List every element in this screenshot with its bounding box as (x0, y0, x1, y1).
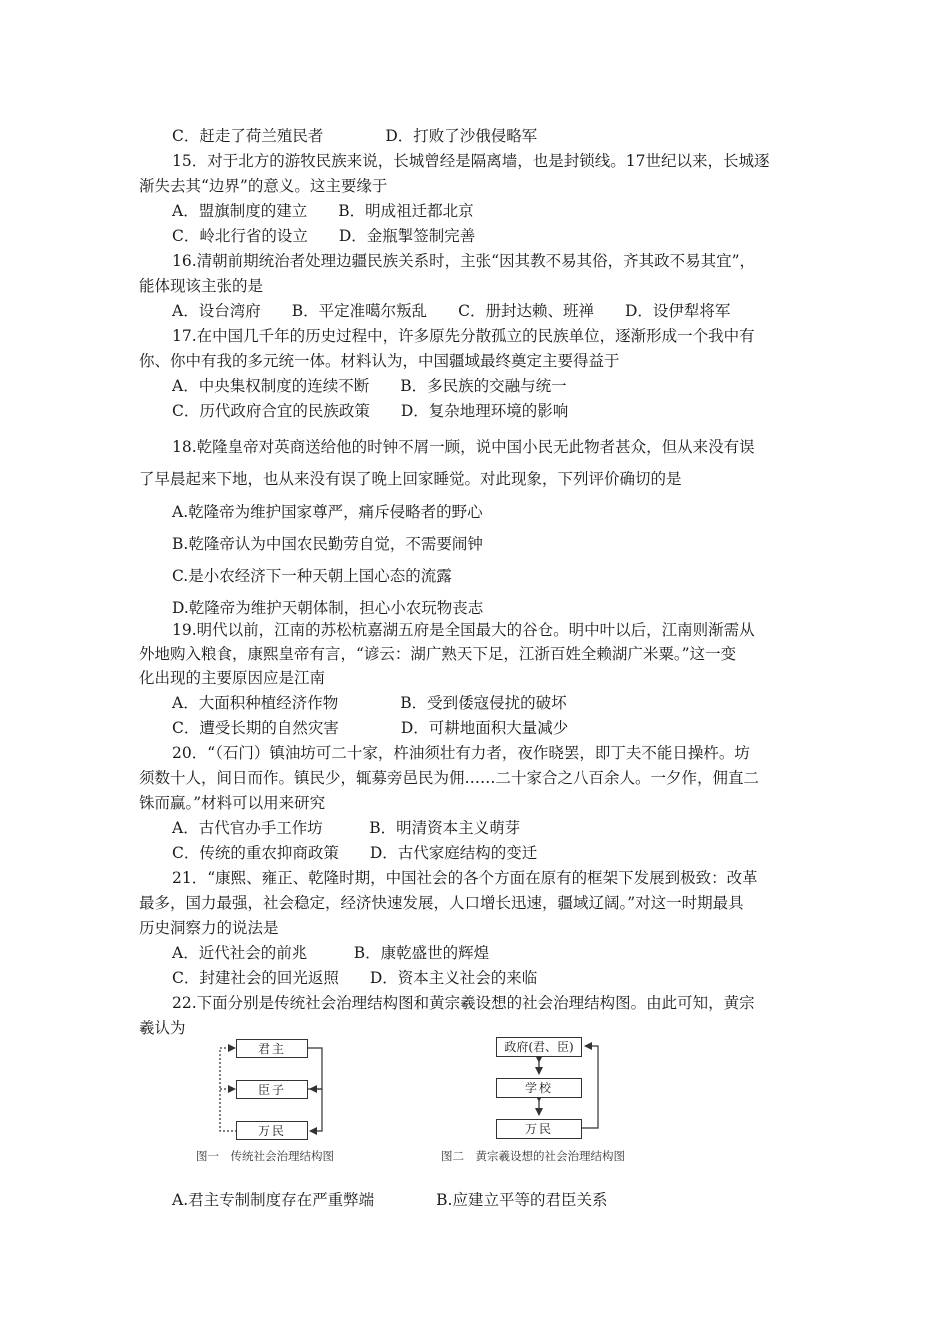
q19-option-ab: A．大面积种植经济作物 B．受到倭寇侵扰的破坏 (172, 694, 567, 712)
minister-to-people-arrow (308, 1089, 322, 1131)
figure1-caption: 图一 传统社会治理结构图 (196, 1149, 334, 1163)
q18-option-c: C.是小农经济下一种天朝上国心态的流露 (172, 567, 452, 585)
dotted-connector (220, 1048, 237, 1131)
q21-option-ab: A．近代社会的前兆 B．康乾盛世的辉煌 (172, 944, 490, 962)
q22-option-ab: A.君主专制制度存在严重弊端 B.应建立平等的君臣关系 (172, 1191, 608, 1209)
q20-option-ab: A．古代官办手工作坊 B．明清资本主义萌芽 (172, 819, 521, 837)
figure1-box-minister: 臣子 (236, 1080, 308, 1099)
q21-option-cd: C．封建社会的回光返照 D．资本主义社会的来临 (172, 969, 538, 987)
q21-stem-cont1: 最多，国力最强，社会稳定，经济快速发展，人口增长迅速，疆域辽阔。”对这一时期最具 (139, 894, 744, 912)
q15-stem-cont: 渐失去其“边界”的意义。这主要缘于 (139, 177, 388, 195)
q19-stem-cont2: 化出现的主要原因应是江南 (139, 669, 326, 687)
q18-option-b: B.乾隆帝认为中国农民勤劳自觉，不需要闹钟 (172, 535, 483, 553)
q19-stem-cont1: 外地购入粮食，康熙皇帝有言，“谚云：湖广熟天下足，江浙百姓全赖湖广米粟。”这一变 (139, 645, 737, 663)
q22-stem: 22.下面分别是传统社会治理结构图和黄宗羲设想的社会治理结构图。由此可知，黄宗 (172, 994, 755, 1012)
people-to-govt-arrow (582, 1046, 598, 1128)
figure1-box-ruler: 君主 (236, 1039, 308, 1058)
q16-options: A．设台湾府 B．平定准噶尔叛乱 C．册封达赖、班禅 D．设伊犁将军 (172, 302, 731, 320)
q18-stem-cont: 了早晨起来下地，也从来没有误了晚上回家睡觉。对此现象，下列评价确切的是 (139, 470, 682, 488)
q22-stem-cont: 羲认为 (139, 1019, 186, 1037)
figure2-box-government: 政府(君、臣) (496, 1037, 582, 1057)
q18-option-d: D.乾隆帝为维护天朝体制，担心小农玩物丧志 (172, 599, 484, 617)
q17-stem: 17.在中国几千年的历史过程中，许多原先分散孤立的民族单位，逐渐形成一个我中有 (172, 327, 755, 345)
q15-option-ab: A．盟旗制度的建立 B．明成祖迁都北京 (172, 202, 474, 220)
q14-option-cd: C．赶走了荷兰殖民者 D．打败了沙俄侵略军 (172, 127, 538, 145)
q16-stem-cont: 能体现该主张的是 (139, 277, 264, 295)
q20-stem: 20．“（石门）镇油坊可二十家，杵油须壮有力者，夜作晓罢，即丁夫不能日操杵。坊 (172, 744, 750, 762)
q15-stem: 15．对于北方的游牧民族来说，长城曾经是隔离墙，也是封锁线。17世纪以来，长城逐 (172, 152, 770, 170)
q20-stem-cont2: 铢而赢。”材料可以用来研究 (139, 794, 326, 812)
figure2-caption: 图二 黄宗羲设想的社会治理结构图 (441, 1149, 625, 1163)
q21-stem-cont2: 历史洞察力的说法是 (139, 919, 279, 937)
q20-option-cd: C．传统的重农抑商政策 D．古代家庭结构的变迁 (172, 844, 538, 862)
figure2-box-school: 学校 (496, 1078, 582, 1098)
figure2-box-people: 万民 (496, 1119, 582, 1139)
q21-stem: 21．“康熙、雍正、乾隆时期，中国社会的各个方面在原有的框架下发展到极致：改革 (172, 869, 758, 887)
q16-stem: 16.清朝前期统治者处理边疆民族关系时，主张“因其教不易其俗，齐其政不易其宜”， (172, 252, 756, 270)
q17-option-ab: A．中央集权制度的连续不断 B．多民族的交融与统一 (172, 377, 567, 395)
q19-option-cd: C．遭受长期的自然灾害 D．可耕地面积大量减少 (172, 719, 569, 737)
q19-stem: 19.明代以前，江南的苏松杭嘉湖五府是全国最大的谷仓。明中叶以后，江南则渐需从 (172, 621, 755, 639)
q15-option-cd: C．岭北行省的设立 D．金瓶掣签制完善 (172, 227, 476, 245)
figure1-box-people: 万民 (236, 1121, 308, 1140)
q18-stem: 18.乾隆皇帝对英商送给他的时钟不屑一顾，说中国小民无此物者甚众，但从来没有误 (172, 438, 755, 456)
q17-option-cd: C．历代政府合宜的民族政策 D．复杂地理环境的影响 (172, 402, 569, 420)
q17-stem-cont: 你、你中有我的多元统一体。材料认为，中国疆域最终奠定主要得益于 (139, 352, 620, 370)
q20-stem-cont1: 须数十人，间日而作。镇民少，辄募旁邑民为佣……二十家合之八百余人。一夕作，佣直二 (139, 769, 760, 787)
q18-option-a: A.乾隆帝为维护国家尊严，痛斥侵略者的野心 (172, 503, 483, 521)
ruler-to-minister-arrow (308, 1048, 322, 1089)
